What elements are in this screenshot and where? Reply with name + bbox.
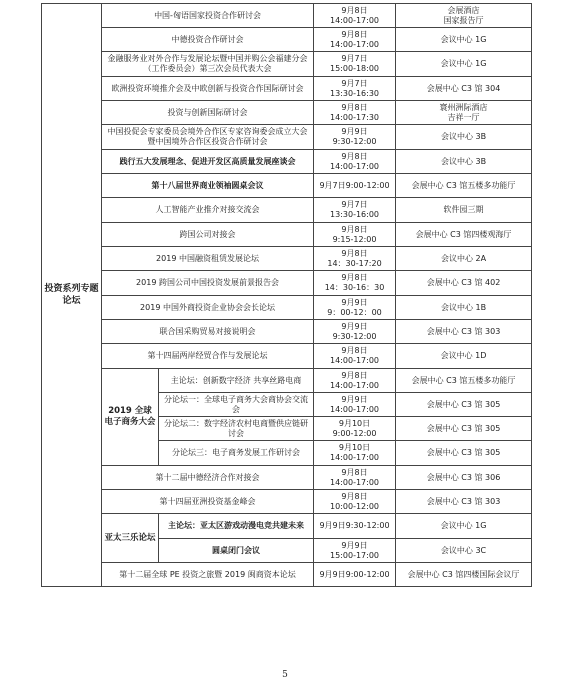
forum-name: 中国-匈语国家投资合作研讨会 [102, 4, 314, 28]
forum-time: 9月8日 9:15-12:00 [314, 223, 396, 247]
forum-schedule-table [41, 3, 532, 587]
forum-venue: 会议中心 1D [396, 344, 532, 369]
forum-name: 2019 跨国公司中国投资发展前景报告会 [102, 271, 314, 296]
forum-time: 9月8日 14:00-17:00 [314, 466, 396, 490]
forum-venue: 会展中心 C3 馆 305 [396, 417, 532, 441]
forum-venue: 会展中心 C3 馆 306 [396, 466, 532, 490]
forum-name: 中国投促会专家委员会境外合作区专家咨询委会成立大会暨中国境外合作区投资合作研讨会 [102, 125, 314, 150]
forum-time: 9月8日 10:00-12:00 [314, 490, 396, 514]
forum-time: 9月9日 9:30-12:00 [314, 320, 396, 344]
forum-venue: 会议中心 1G [396, 28, 532, 52]
forum-venue: 会展中心 C3 馆 303 [396, 490, 532, 514]
forum-name: 主论坛：创新数字经济 共享丝路电商 [159, 369, 314, 393]
forum-venue: 会展中心 C3 馆五楼多功能厅 [396, 174, 532, 198]
forum-venue: 会议中心 3C [396, 539, 532, 563]
forum-time: 9月7日 13:30-16:30 [314, 77, 396, 101]
forum-venue: 会议中心 3B [396, 125, 532, 150]
forum-time: 9月9日 15:00-17:00 [314, 539, 396, 563]
forum-venue: 会议中心 1G [396, 52, 532, 77]
forum-time: 9月8日 14:00-17:00 [314, 344, 396, 369]
forum-name: 中德投资合作研讨会 [102, 28, 314, 52]
forum-venue: 会展中心 C3 馆 304 [396, 77, 532, 101]
forum-time: 9月9日9:00-12:00 [314, 563, 396, 587]
forum-venue: 会议中心 2A [396, 247, 532, 271]
forum-name: 2019 中国外商投资企业协会会长论坛 [102, 296, 314, 320]
forum-time: 9月9日 9:30-12:00 [314, 125, 396, 150]
forum-name: 第十四届亚洲投资基金峰会 [102, 490, 314, 514]
forum-name: 2019 中国融资租赁发展论坛 [102, 247, 314, 271]
apac-group-label: 亚太三乐论坛 [102, 514, 159, 563]
forum-name: 欧洲投资环境推介会及中欧创新与投资合作国际研讨会 [102, 77, 314, 101]
forum-time: 9月9日 14:00-17:00 [314, 393, 396, 417]
forum-venue: 软件园三期 [396, 198, 532, 223]
forum-time: 9月8日 14:00-17:30 [314, 101, 396, 125]
forum-time: 9月8日 14：30-16：30 [314, 271, 396, 296]
forum-name: 践行五大发展理念、促进开发区高质量发展座谈会 [102, 150, 314, 174]
forum-venue: 会议中心 1G [396, 514, 532, 539]
forum-name: 第十四届两岸经贸合作与发展论坛 [102, 344, 314, 369]
forum-venue: 会展中心 C3 馆 305 [396, 441, 532, 466]
forum-name: 人工智能产业推介对接交流会 [102, 198, 314, 223]
forum-venue: 会展中心 C3 馆四楼国际会议厅 [396, 563, 532, 587]
forum-name: 分论坛一：全球电子商务大会商协会交流会 [159, 393, 314, 417]
forum-name: 分论坛三：电子商务发展工作研讨会 [159, 441, 314, 466]
forum-name: 联合国采购贸易对接说明会 [102, 320, 314, 344]
forum-name: 金融服务业对外合作与发展论坛暨中国并购公会福建分会（工作委员会）第三次会员代表大会 [102, 52, 314, 77]
forum-time: 9月8日 14：30-17:20 [314, 247, 396, 271]
forum-time: 9月8日 14:00-17:00 [314, 369, 396, 393]
forum-venue: 会展中心 C3 馆 303 [396, 320, 532, 344]
forum-time: 9月8日 14:00-17:00 [314, 150, 396, 174]
forum-name: 分论坛二：数字经济农村电商暨供应链研讨会 [159, 417, 314, 441]
system-label-cell: 投资系列专题论坛 [42, 4, 102, 587]
page-number: 5 [282, 670, 288, 680]
forum-name: 跨国公司对接会 [102, 223, 314, 247]
forum-venue: 寰州洲际酒店 吉祥一厅 [396, 101, 532, 125]
forum-time: 9月7日9:00-12:00 [314, 174, 396, 198]
forum-venue: 会展中心 C3 馆 402 [396, 271, 532, 296]
forum-name: 投资与创新国际研讨会 [102, 101, 314, 125]
forum-time: 9月7日 15:00-18:00 [314, 52, 396, 77]
forum-name: 第十二届全球 PE 投资之旅暨 2019 闽商资本论坛 [102, 563, 314, 587]
forum-name: 主论坛：亚太区游戏动漫电竞共建未来 [159, 514, 314, 539]
forum-name: 第十二届中德经济合作对接会 [102, 466, 314, 490]
forum-time: 9月10日 14:00-17:00 [314, 441, 396, 466]
forum-time: 9月10日 9:00-12:00 [314, 417, 396, 441]
forum-venue: 会展酒店 国家报告厅 [396, 4, 532, 28]
forum-time: 9月8日 14:00-17:00 [314, 28, 396, 52]
forum-venue: 会展中心 C3 馆 305 [396, 393, 532, 417]
forum-venue: 会议中心 3B [396, 150, 532, 174]
forum-name: 第十八届世界商业领袖圆桌会议 [102, 174, 314, 198]
forum-name: 圆桌闭门会议 [159, 539, 314, 563]
forum-time: 9月7日 13:30-16:00 [314, 198, 396, 223]
forum-venue: 会议中心 1B [396, 296, 532, 320]
ecommerce-group-label: 2019 全球电子商务大会 [102, 369, 159, 466]
forum-venue: 会展中心 C3 馆四楼观海厅 [396, 223, 532, 247]
forum-time: 9月9日9:30-12:00 [314, 514, 396, 539]
forum-time: 9月8日 14:00-17:00 [314, 4, 396, 28]
forum-venue: 会展中心 C3 馆五楼多功能厅 [396, 369, 532, 393]
forum-time: 9月9日 9：00-12：00 [314, 296, 396, 320]
